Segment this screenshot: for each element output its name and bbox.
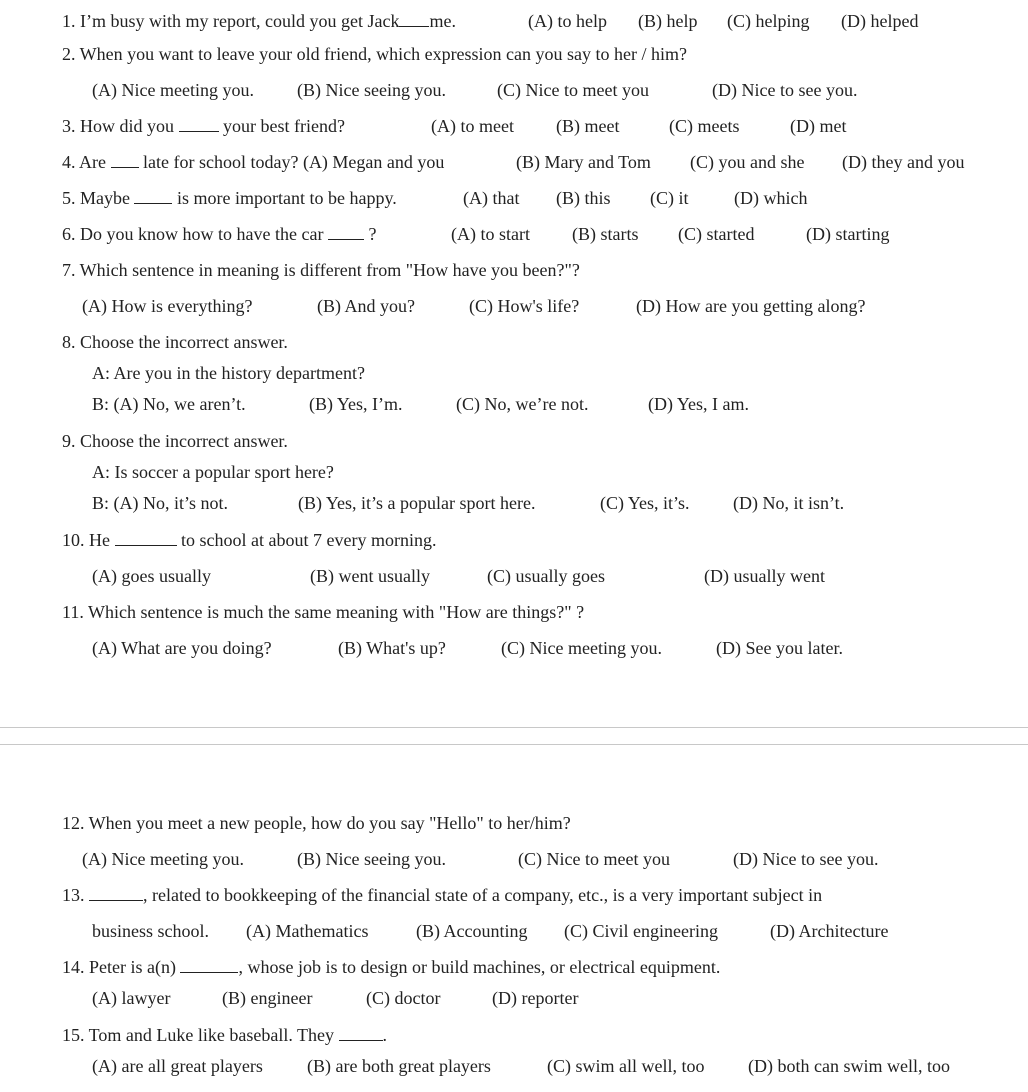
- option-c: (C) Civil engineering: [564, 921, 718, 941]
- option-b: (B) Yes, I’m.: [309, 394, 403, 414]
- option-c: (C) Nice to meet you: [497, 80, 649, 100]
- question-9: 9. Choose the incorrect answer.: [62, 431, 288, 451]
- option-d: (D) usually went: [704, 566, 825, 586]
- question-2: 2. When you want to leave your old friend, which expression can you say to her / him?: [62, 44, 688, 64]
- answer-blank: [179, 117, 219, 132]
- option-b: (B) What's up?: [338, 638, 446, 658]
- answer-blank: [111, 153, 139, 168]
- answer-blank: [399, 12, 429, 27]
- option-d: (D) Yes, I am.: [648, 394, 749, 414]
- option-d: (D) Nice to see you.: [733, 849, 879, 869]
- answer-blank: [339, 1026, 383, 1041]
- option-d: (D) How are you getting along?: [636, 296, 866, 316]
- option-d: (D) helped: [841, 11, 919, 31]
- dialog-line-b: B: (A) No, it’s not.: [92, 493, 229, 513]
- option-b: (B) Nice seeing you.: [297, 849, 446, 869]
- question-8: 8. Choose the incorrect answer.: [62, 332, 288, 352]
- option-d: (D) reporter: [492, 988, 579, 1008]
- option-b: (B) Accounting: [416, 921, 528, 941]
- question-10: [62, 531, 436, 549]
- option-d: (D) No, it isn’t.: [733, 493, 845, 513]
- option-d: (D) both can swim well, too: [748, 1056, 950, 1076]
- question-text: me.: [429, 11, 456, 31]
- option-a: (A) Mathematics: [246, 921, 369, 941]
- option-c: (C) swim all well, too: [547, 1056, 705, 1076]
- question-number: 13.: [62, 885, 85, 905]
- option-c: (C) helping: [727, 11, 810, 31]
- question-7: 7. Which sentence in meaning is different from "How have you been?"?: [62, 260, 580, 280]
- question-12: 12. When you meet a new people, how do you say "Hello" to her/him?: [62, 813, 571, 833]
- option-d: (D) they and you: [842, 152, 965, 172]
- question-text: , whose job is to design or build machines, or electrical equipment.: [238, 957, 721, 977]
- option-a: (A) to start: [451, 224, 530, 244]
- question-text: 1. I’m busy with my report, could you get Jack: [62, 11, 400, 31]
- question-1: [62, 12, 456, 30]
- option-a: (A) Nice meeting you.: [82, 849, 244, 869]
- question-11: 11. Which sentence is much the same meaning with "How are things?" ?: [62, 602, 585, 622]
- question-text: 14. Peter is a(n): [62, 957, 176, 977]
- option-a: (A) to meet: [431, 116, 514, 136]
- option-c: (C) doctor: [366, 988, 441, 1008]
- option-c: (C) it: [650, 188, 689, 208]
- option-b: (B) help: [638, 11, 698, 31]
- option-a: (A) What are you doing?: [92, 638, 272, 658]
- option-a: (A) How is everything?: [82, 296, 253, 316]
- option-b: (B) this: [556, 188, 611, 208]
- question-13-continued: business school.: [92, 921, 209, 941]
- answer-blank: [115, 531, 177, 546]
- question-text: to school at about 7 every morning.: [181, 530, 437, 550]
- question-text: 5. Maybe: [62, 188, 130, 208]
- answer-blank: [328, 225, 364, 240]
- option-c: (C) you and she: [690, 152, 805, 172]
- answer-blank: [89, 886, 143, 901]
- question-13: [62, 886, 822, 904]
- option-d: (D) starting: [806, 224, 890, 244]
- option-a: (A) are all great players: [92, 1056, 263, 1076]
- option-d: (D) met: [790, 116, 847, 136]
- question-text: 3. How did you: [62, 116, 174, 136]
- option-a: (A) goes usually: [92, 566, 211, 586]
- question-text: late for school today? (A) Megan and you: [143, 152, 445, 172]
- option-c: (C) Yes, it’s.: [600, 493, 690, 513]
- option-c: (C) Nice to meet you: [518, 849, 670, 869]
- question-text: is more important to be happy.: [176, 188, 397, 208]
- option-a: (A) to help: [528, 11, 607, 31]
- page-divider: [0, 727, 1028, 745]
- option-c: (C) Nice meeting you.: [501, 638, 662, 658]
- option-d: (D) See you later.: [716, 638, 843, 658]
- option-d: (D) which: [734, 188, 808, 208]
- question-15: [62, 1026, 387, 1044]
- option-c: (C) started: [678, 224, 755, 244]
- question-4: [62, 153, 444, 171]
- dialog-line-a: A: Is soccer a popular sport here?: [92, 462, 334, 482]
- question-text: 4. Are: [62, 152, 106, 172]
- option-c: (C) usually goes: [487, 566, 605, 586]
- option-b: (B) Nice seeing you.: [297, 80, 446, 100]
- option-a: (A) lawyer: [92, 988, 171, 1008]
- question-5: [62, 189, 397, 207]
- dialog-line-b: B: (A) No, we aren’t.: [92, 394, 246, 414]
- option-c: (C) No, we’re not.: [456, 394, 589, 414]
- option-d: (D) Nice to see you.: [712, 80, 858, 100]
- question-6: [62, 225, 376, 243]
- option-b: (B) starts: [572, 224, 639, 244]
- answer-blank: [134, 189, 172, 204]
- option-b: (B) engineer: [222, 988, 313, 1008]
- question-text: 6. Do you know how to have the car: [62, 224, 324, 244]
- question-text: , related to bookkeeping of the financial state of a company, etc., is a very important subject in: [143, 885, 823, 905]
- question-14: [62, 958, 720, 976]
- answer-blank: [180, 958, 238, 973]
- dialog-line-a: A: Are you in the history department?: [92, 363, 365, 383]
- question-text: 15. Tom and Luke like baseball. They: [62, 1025, 335, 1045]
- option-b: (B) Yes, it’s a popular sport here.: [298, 493, 536, 513]
- option-b: (B) are both great players: [307, 1056, 491, 1076]
- option-a: (A) that: [463, 188, 520, 208]
- option-c: (C) meets: [669, 116, 740, 136]
- question-text: 10. He: [62, 530, 110, 550]
- option-d: (D) Architecture: [770, 921, 889, 941]
- option-b: (B) Mary and Tom: [516, 152, 651, 172]
- question-text: your best friend?: [223, 116, 345, 136]
- option-b: (B) went usually: [310, 566, 430, 586]
- option-a: (A) Nice meeting you.: [92, 80, 254, 100]
- option-c: (C) How's life?: [469, 296, 580, 316]
- question-text: .: [382, 1025, 388, 1045]
- question-3: [62, 117, 345, 135]
- option-b: (B) And you?: [317, 296, 415, 316]
- question-text: ?: [368, 224, 377, 244]
- option-b: (B) meet: [556, 116, 620, 136]
